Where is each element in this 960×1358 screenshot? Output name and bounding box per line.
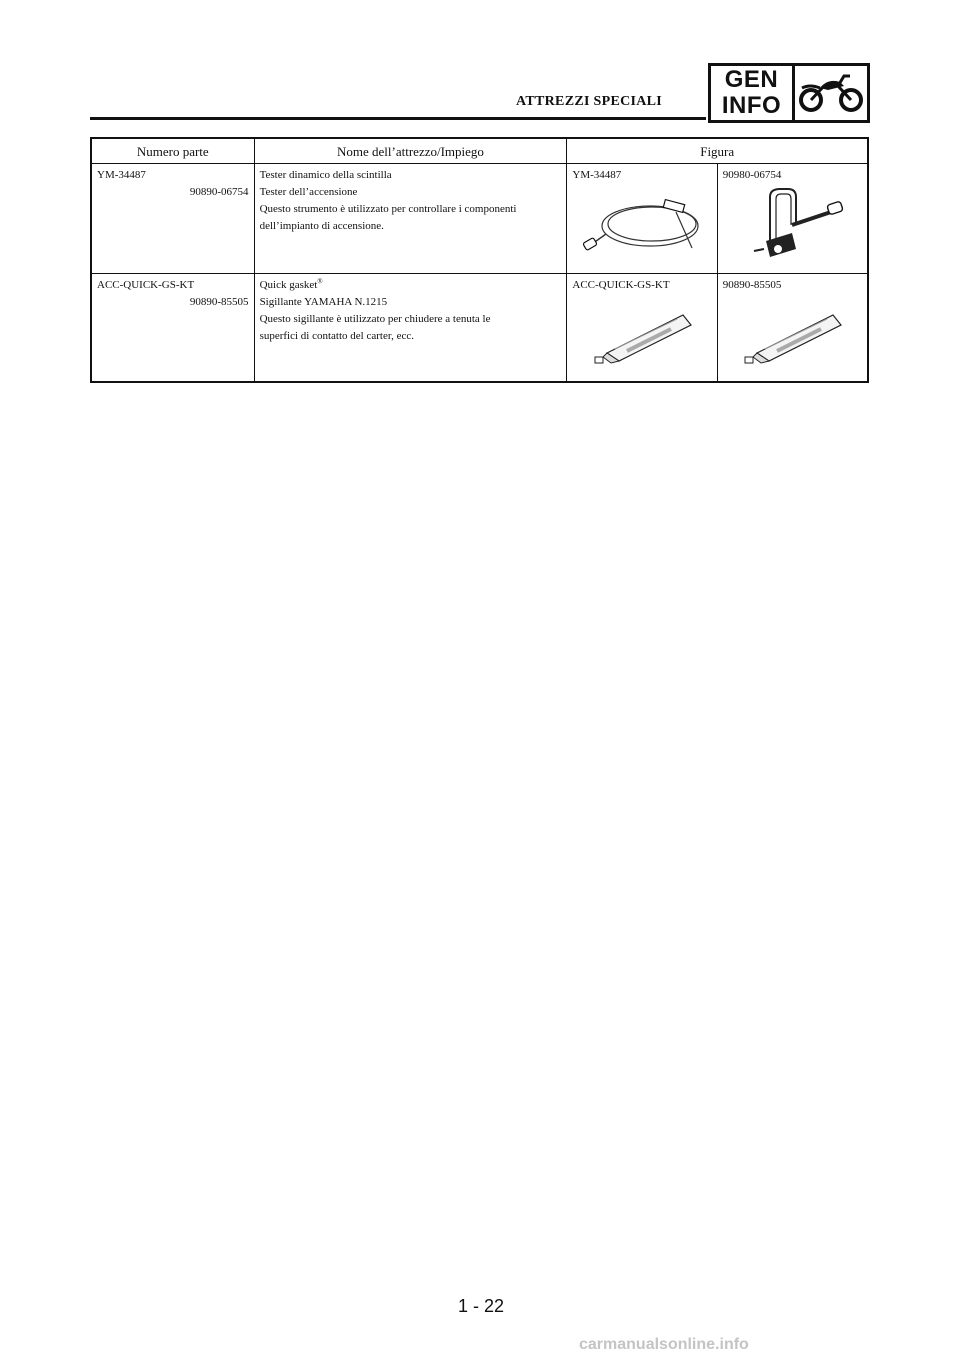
badge-label — [711, 66, 795, 120]
tool-alt-name: Sigillante YAMAHA N.1215 — [259, 296, 388, 308]
tool-name-cell — [254, 164, 567, 274]
special-tools-table — [90, 137, 869, 383]
part-code: YM-34487 — [97, 169, 146, 181]
header-rule — [90, 117, 706, 120]
tool-name-cell — [254, 274, 567, 382]
part-number-cell — [91, 274, 254, 382]
badge-line-2: INFO — [721, 92, 782, 119]
watermark: carmanualsonline.info — [579, 1336, 749, 1353]
tool-usage-line: Questo strumento è utilizzato per controllare i componenti — [259, 203, 517, 215]
part-number: 90890-85505 — [189, 296, 249, 308]
badge-line-1: GEN — [724, 66, 779, 93]
part-number-cell — [91, 164, 254, 274]
tool-name — [260, 277, 562, 294]
column-header-tool-name: Nome dell’attrezzo/Impiego — [254, 138, 567, 164]
tool-usage-line: superfici di contatto del carter, ecc. — [259, 330, 414, 342]
figure-label: 90980-06754 — [722, 169, 782, 181]
section-title: ATTREZZI SPECIALI — [516, 94, 663, 109]
tool-name-text: Quick gasket — [259, 279, 318, 291]
tool-usage-line: dell’impianto di accensione. — [259, 220, 384, 232]
column-header-figure: Figura — [567, 138, 868, 164]
gen-info-badge — [708, 63, 870, 123]
figure-cell — [567, 164, 717, 274]
spark-tester-cable-icon — [572, 184, 711, 266]
table-row — [91, 164, 868, 274]
tool-name: Tester dinamico della scintilla — [259, 169, 392, 181]
page-number: 1 - 22 — [458, 1296, 505, 1316]
tool-usage-line: Questo sigillante è utilizzato per chiudere a tenuta le — [259, 313, 491, 325]
sealant-tube-icon — [572, 294, 711, 376]
column-header-part-number: Numero parte — [91, 138, 254, 164]
table-row — [91, 274, 868, 382]
part-number: 90890-06754 — [189, 186, 249, 198]
tool-alt-name: Tester dell’accensione — [259, 186, 358, 198]
part-code: ACC-QUICK-GS-KT — [97, 279, 195, 291]
figure-cell — [567, 274, 717, 382]
ignition-tester-icon — [723, 184, 862, 266]
table-header-row — [91, 138, 868, 164]
figure-cell — [717, 274, 868, 382]
figure-label: YM-34487 — [572, 169, 622, 181]
sealant-tube-icon — [723, 294, 862, 376]
figure-label: 90890-85505 — [722, 279, 782, 291]
figure-label: ACC-QUICK-GS-KT — [572, 279, 670, 291]
registered-mark: ® — [317, 277, 323, 286]
figure-cell — [717, 164, 868, 274]
motorcycle-icon — [795, 66, 867, 120]
